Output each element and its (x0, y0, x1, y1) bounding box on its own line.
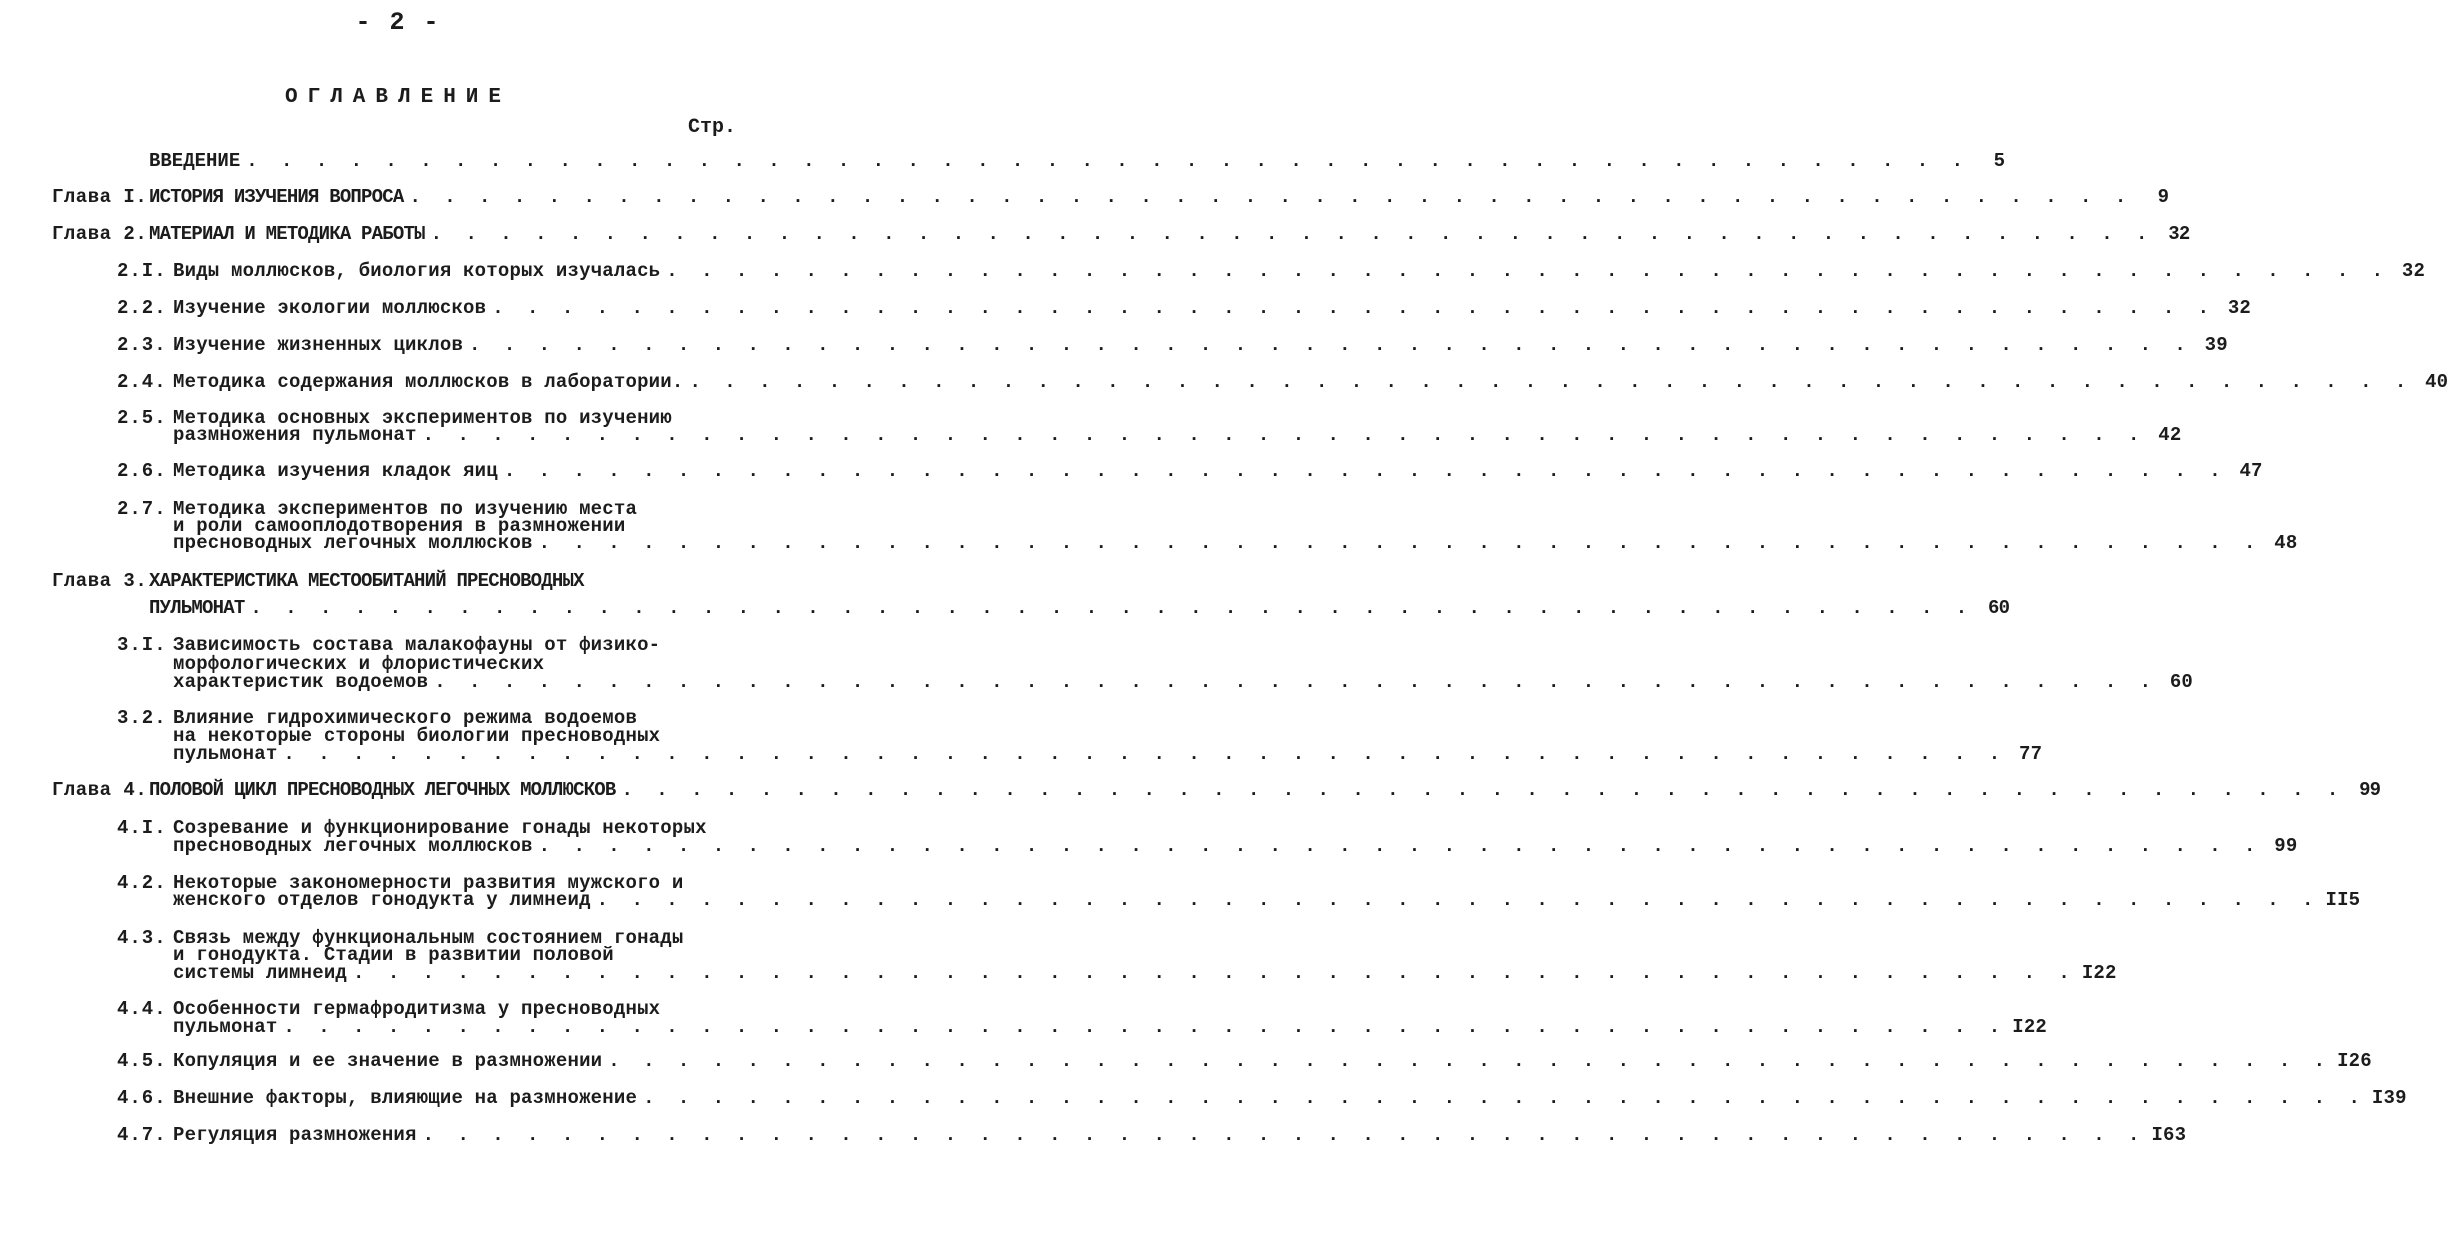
toc-entry-title: Созревание и функционирование гонады некоторых (173, 817, 707, 839)
toc-page-number: 60 (1988, 597, 2010, 619)
toc-page-number: 32 (2227, 297, 2252, 319)
toc-page-number: 77 (2019, 743, 2043, 765)
toc-entry-line (173, 260, 2426, 282)
section-number: 3.2. (117, 707, 167, 729)
chapter-prefix: Глава 4. (52, 779, 148, 801)
toc-entry-title: Особенности гермафродитизма у пресноводных (173, 998, 661, 1020)
dot-leader: . . . . . . . . . . . . . . . . . . . . . . . . . . . . . . . . . . . . . . . . . . . . . . . . . . (250, 597, 1974, 619)
toc-entry (117, 817, 2298, 857)
dot-leader: . . . . . . . . . . . . . . . . . . . . . . . . . . . . . . . . . . . . . . . . . . . . . . . . . . (492, 297, 2216, 319)
section-number: 2.5. (117, 407, 167, 429)
dot-leader: . . . . . . . . . . . . . . . . . . . . . . . . . . . . . . . . . . . . . . . . . . . . . . . . . . (283, 743, 2007, 765)
toc-entry (52, 779, 2381, 801)
toc-entry-title: Связь между функциональным состоянием гонады (173, 927, 684, 949)
dot-leader: . . . . . . . . . . . . . . . . . . . . . . . . . . . . . . . . . . . . . . . . . . . . . . . . . . (353, 962, 2076, 984)
toc-entry-title: на некоторые стороны биологии пресноводных (173, 725, 661, 747)
toc-entry-line (149, 150, 2006, 172)
toc-page-number: II5 (2325, 889, 2361, 911)
toc-entry-title: Регуляция размножения (173, 1124, 417, 1146)
dot-leader: . . . . . . . . . . . . . . . . . . . . . . . . . . . . . . . . . . . . . . . . . . . . . . . . . . (503, 460, 2227, 482)
toc-entry-title: и роли самооплодотворения в размножении (173, 515, 626, 537)
toc-entry-title: МАТЕРИАЛ И МЕТОДИКА РАБОТЫ (149, 223, 425, 245)
toc-entry-title: Изучение жизненных циклов (173, 334, 464, 356)
chapter-prefix: Глава 2. (52, 223, 148, 245)
toc-page-number: 99 (2274, 835, 2298, 857)
toc-page-number: 9 (2157, 186, 2169, 208)
dot-leader: . . . . . . . . . . . . . . . . . . . . . . . . . . . . . . . . . . . . . . . . . . . . . . . . . . (689, 371, 2413, 393)
toc-entry-title: и гонодукта. Стадии в развитии половой (173, 944, 614, 966)
toc-entry-line (173, 1050, 2372, 1072)
toc-page-number: 40 (2425, 371, 2448, 393)
toc-page-number: 5 (1993, 150, 2006, 172)
toc-entry-title: ПУЛЬМОНАТ (149, 597, 245, 619)
dot-leader: . . . . . . . . . . . . . . . . . . . . . . . . . . . . . . . . . . . . . . . . . . . . . . . . . . (608, 1050, 2332, 1072)
dot-leader: . . . . . . . . . . . . . . . . . . . . . . . . . . . . . . . . . . . . . . . . . . . . . . . . . . (422, 424, 2146, 446)
toc-entry-line (173, 1124, 2187, 1146)
toc-entry (52, 570, 2010, 619)
toc-entry-title: ПОЛОВОЙ ЦИКЛ ПРЕСНОВОДНЫХ ЛЕГОЧНЫХ МОЛЛЮСКОВ (149, 779, 616, 801)
dot-leader: . . . . . . . . . . . . . . . . . . . . . . . . . . . . . . . . . . . . . . . . . . . . . . . . . . (434, 671, 2158, 693)
toc-entry-line (173, 460, 2263, 482)
toc-entry (117, 634, 2194, 693)
toc-entry-title: характеристик водоемов (173, 671, 429, 693)
toc-entry-title: Зависимость состава малакофауны от физико- (173, 634, 661, 656)
toc-entry-title: Методика экспериментов по изучению места (173, 498, 638, 520)
toc-entry (117, 707, 2043, 765)
dot-leader: . . . . . . . . . . . . . . . . . . . . . . . . . . . . . . . . . . . . . . . . . . . . . . . . . . (469, 334, 2192, 356)
toc-entry (117, 260, 2426, 282)
toc-entry-title: размножения пульмонат (173, 424, 417, 446)
toc-entry (117, 498, 2298, 554)
toc-entry-line (173, 636, 730, 654)
toc-page-number: I26 (2337, 1050, 2372, 1072)
toc-entry (117, 460, 2263, 482)
toc-page-number: 39 (2204, 334, 2228, 356)
toc-entry-line (173, 962, 2117, 984)
toc-page-number: 42 (2158, 424, 2182, 446)
toc-entry-line (173, 671, 2194, 693)
dot-leader: . . . . . . . . . . . . . . . . . . . . . . . . . . . . . . . . . . . . . . . . . . . . . . . . . . (538, 532, 2262, 554)
toc-entry (52, 186, 2169, 208)
dot-leader: . . . . . . . . . . . . . . . . . . . . . . . . . . . . . . . . . . . . . . . . . . . . . . . . . . (246, 150, 1970, 172)
dot-leader: . . . . . . . . . . . . . . . . . . . . . . . . . . . . . . . . . . . . . . . . . . . . . . . . . . (538, 835, 2262, 857)
toc-page-number: I39 (2371, 1087, 2407, 1109)
section-number: 2.4. (117, 371, 167, 393)
toc-page-number: 32 (2401, 260, 2426, 282)
toc-entry-line (173, 532, 2298, 554)
toc-entry-title: Методика содержания моллюсков в лаборатории. (173, 371, 684, 393)
toc-entry (117, 297, 2252, 319)
section-number: 3.I. (117, 634, 167, 656)
toc-entry-line (173, 1087, 2407, 1109)
section-number: 2.2. (117, 297, 167, 319)
toc-page-number: 60 (2169, 671, 2194, 693)
toc-entry (117, 1124, 2187, 1146)
toc-entry-title: ИСТОРИЯ ИЗУЧЕНИЯ ВОПРОСА (149, 186, 404, 208)
toc-entry-line (149, 779, 2381, 801)
chapter-prefix: Глава 3. (52, 570, 148, 592)
chapter-prefix: Глава I. (52, 186, 148, 208)
toc-entry-title: морфологических и флористических (173, 653, 545, 675)
toc-entry-title: Некоторые закономерности развития мужского и (173, 872, 684, 894)
toc-entry-title: женского отделов гонодукта у лимнеид (173, 889, 591, 911)
toc-entry (117, 1050, 2372, 1072)
toc-page-number: I22 (2012, 1016, 2048, 1038)
toc-entry (117, 334, 2228, 356)
toc-entry-line (149, 572, 730, 590)
toc-entry-line (173, 1016, 2048, 1038)
toc-entry (149, 150, 2006, 172)
toc-entry-title: Копуляция и ее значение в размножении (173, 1050, 603, 1072)
dot-leader: . . . . . . . . . . . . . . . . . . . . . . . . . . . . . . . . . . . . . . . . . . . . . . . . . . (430, 223, 2154, 245)
toc-entry (117, 371, 2448, 393)
toc-entry-title: Виды моллюсков, биология которых изучалась (173, 260, 661, 282)
toc-page-number: 32 (2168, 223, 2190, 245)
toc-entry-title: пресноводных легочных моллюсков (173, 532, 533, 554)
dot-leader: . . . . . . . . . . . . . . . . . . . . . . . . . . . . . . . . . . . . . . . . . . . . . . . . . . (643, 1087, 2366, 1109)
page-column-label: Стр. (687, 116, 736, 139)
toc-entry-title: пульмонат (173, 1016, 278, 1038)
toc-entry (117, 407, 2182, 446)
toc-page-number: I22 (2081, 962, 2117, 984)
section-number: 4.3. (117, 927, 167, 949)
section-number: 4.6. (117, 1087, 167, 1109)
toc-entry-title: системы лимнеид (173, 962, 348, 984)
toc-entry-line (173, 334, 2228, 356)
section-number: 4.7. (117, 1124, 167, 1146)
toc-entry-title: Внешние факторы, влияющие на размножение (173, 1087, 638, 1109)
toc-entry-line (149, 223, 2190, 245)
section-number: 2.3. (117, 334, 167, 356)
section-number: 4.I. (117, 817, 167, 839)
toc-entry-title: пульмонат (173, 743, 278, 765)
toc-entry-title: Методика изучения кладок яиц (173, 460, 498, 482)
toc-entry (52, 223, 2190, 245)
toc-page-number: 48 (2274, 532, 2298, 554)
toc-entry (117, 998, 2048, 1038)
section-number: 2.I. (117, 260, 167, 282)
dot-leader: . . . . . . . . . . . . . . . . . . . . . . . . . . . . . . . . . . . . . . . . . . . . . . . . . . (409, 186, 2133, 208)
dot-leader: . . . . . . . . . . . . . . . . . . . . . . . . . . . . . . . . . . . . . . . . . . . . . . . . . . (422, 1124, 2146, 1146)
section-number: 2.7. (117, 498, 167, 520)
toc-entry-title: Методика основных экспериментов по изучению (173, 407, 672, 429)
toc-entry-title: Влияние гидрохимического режима водоемов (173, 707, 638, 729)
toc-entry (117, 872, 2361, 911)
section-number: 4.4. (117, 998, 167, 1020)
section-number: 2.6. (117, 460, 167, 482)
toc-entry (117, 1087, 2407, 1109)
section-number: 4.2. (117, 872, 167, 894)
dot-leader: . . . . . . . . . . . . . . . . . . . . . . . . . . . . . . . . . . . . . . . . . . . . . . . . . . (666, 260, 2390, 282)
toc-page-number: I63 (2151, 1124, 2187, 1146)
dot-leader: . . . . . . . . . . . . . . . . . . . . . . . . . . . . . . . . . . . . . . . . . . . . . . . . . . (621, 779, 2345, 801)
toc-entry-line (173, 297, 2252, 319)
toc-entry-line (173, 743, 2043, 765)
toc-title: ОГЛАВЛЕНИЕ (284, 86, 512, 109)
page-number: - 2 - (355, 8, 441, 37)
toc-entry-line (173, 889, 2361, 911)
toc-page-number: 47 (2239, 460, 2263, 482)
toc-entry-title: ХАРАКТЕРИСТИКА МЕСТООБИТАНИЙ ПРЕСНОВОДНЫХ (149, 570, 584, 592)
toc-entry-line (173, 835, 2298, 857)
dot-leader: . . . . . . . . . . . . . . . . . . . . . . . . . . . . . . . . . . . . . . . . . . . . . . . . . . (596, 889, 2320, 911)
toc-entry-line (173, 371, 2448, 393)
section-number: 4.5. (117, 1050, 167, 1072)
dot-leader: . . . . . . . . . . . . . . . . . . . . . . . . . . . . . . . . . . . . . . . . . . . . . . . . . . (283, 1016, 2007, 1038)
toc-entry-title: пресноводных легочных моллюсков (173, 835, 533, 857)
toc-page-number: 99 (2359, 779, 2381, 801)
toc-entry-line (149, 186, 2169, 208)
toc-entry-line (149, 597, 2010, 619)
toc-entry (117, 927, 2117, 984)
toc-entry-title: ВВЕДЕНИЕ (149, 150, 241, 172)
toc-entry-line (173, 424, 2182, 446)
toc-entry-title: Изучение экологии моллюсков (173, 297, 487, 319)
